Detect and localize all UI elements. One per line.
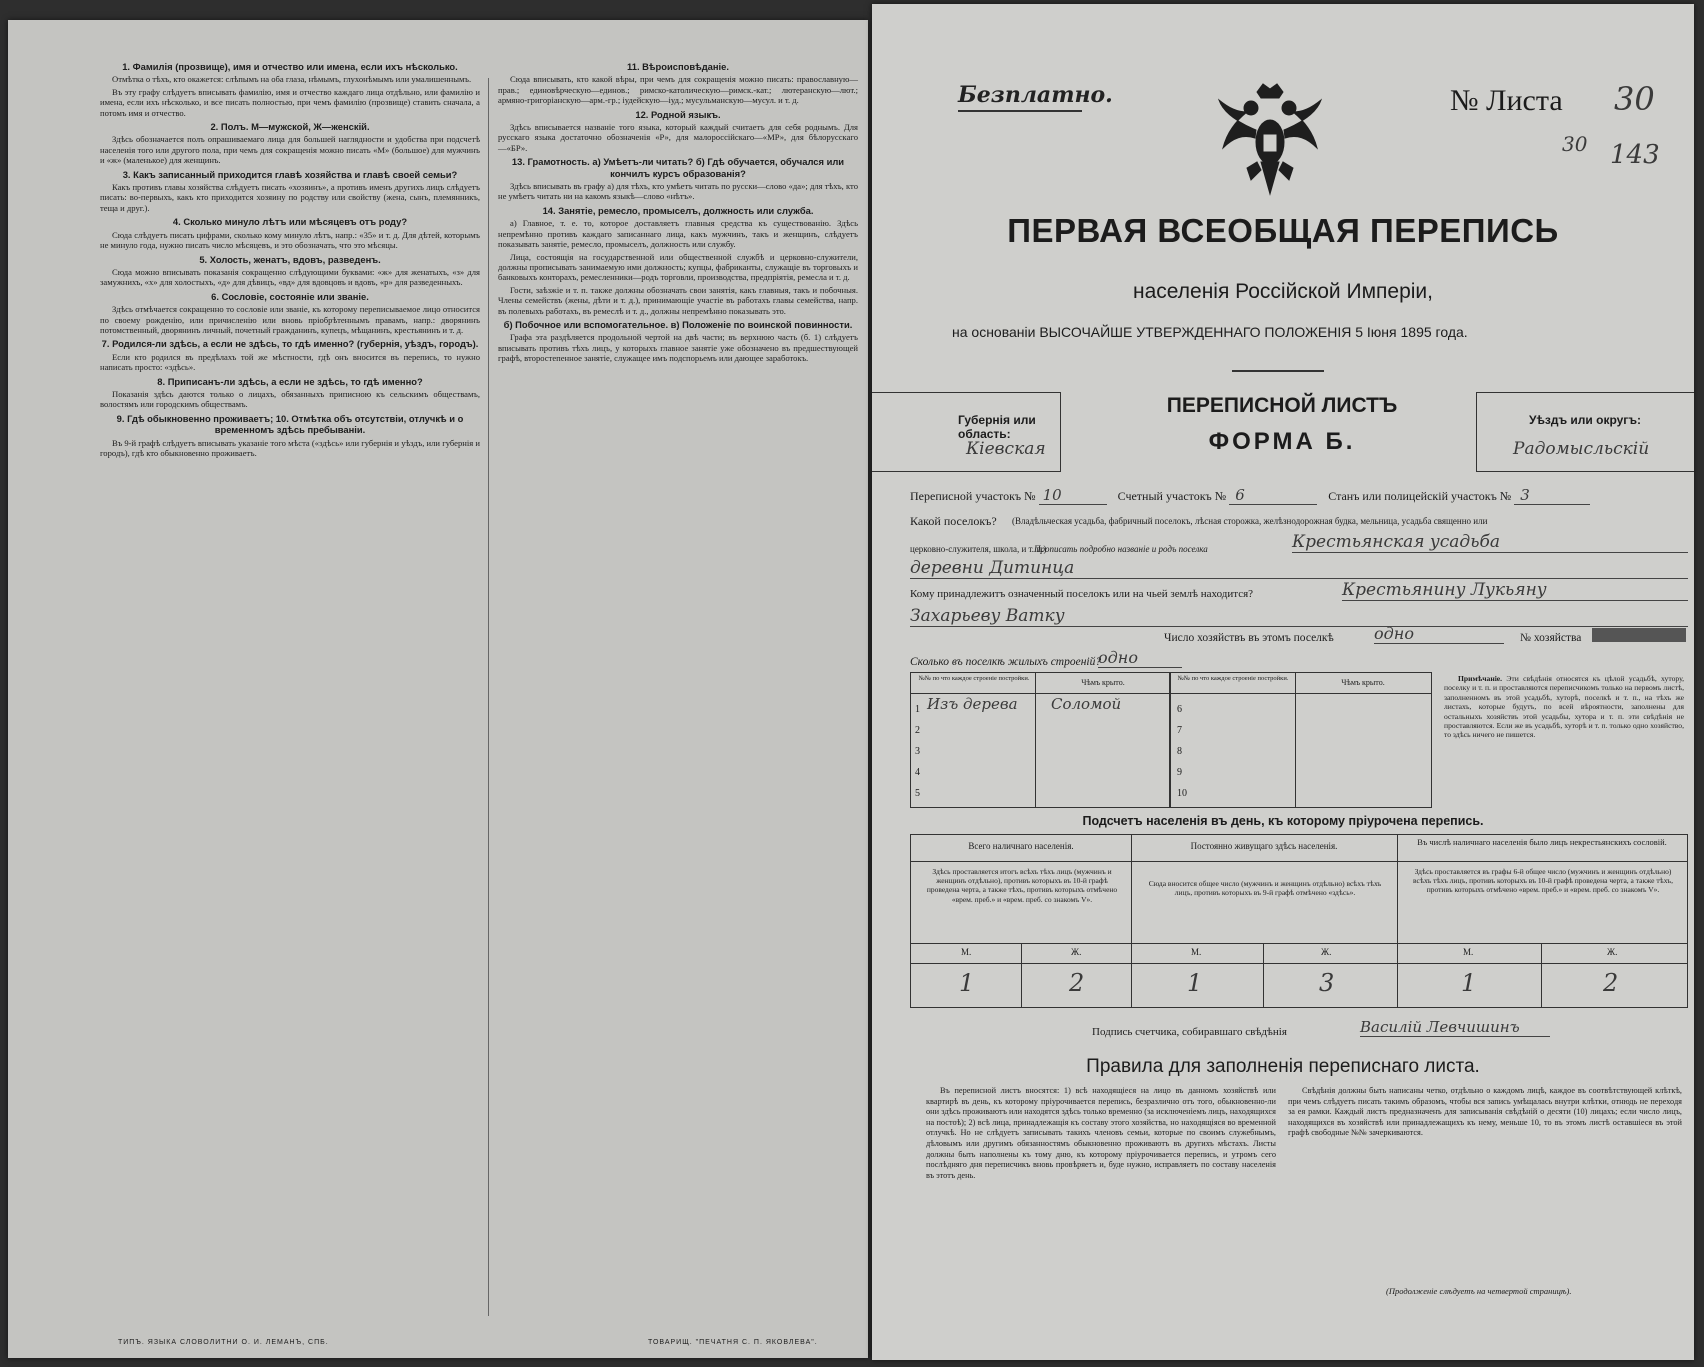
sheet-pencil-number-2: 143 [1610,140,1660,170]
section-heading: б) Побочное или вспомогательное. в) Положеніе по воинской повинности. [503,318,853,330]
bld-num: 7 [1177,725,1182,736]
section-text: Показанія здѣсь даются только о лицахъ, обязанныхъ приписною къ сельскимъ обществамъ, волостямъ или городскимъ обществамъ. [100,388,480,410]
police-district-value: 3 [1514,486,1590,505]
district-line [910,486,1690,505]
bld-row1-roof: Соломой [1051,695,1122,713]
bld-sep-1 [1035,673,1036,807]
form-type: ФОРМА Б. [1208,428,1356,455]
tally-f-3: Ж. [1607,947,1618,957]
census-district-label: Переписной участокъ № [910,489,1036,503]
settlement-value: Крестьянская усадьба [1292,532,1688,553]
tally-title: Подсчетъ населенія въ день, къ которому пріурочена перепись. [1082,814,1484,828]
settlement-label: Какой поселокъ? [910,514,997,528]
section-heading: 12. Родной языкъ. [635,108,721,120]
tally-h3: Въ числѣ наличнаго населенія было лицъ некрестьянскихъ сословій. [1417,837,1667,847]
section-heading: 6. Сословіе, состояніе или званіе. [211,290,369,302]
bld-num: 8 [1177,746,1182,757]
form-title: ПЕРЕПИСНОЙ ЛИСТЪ [1166,394,1398,417]
bld-left-numbers [915,699,920,804]
tally-d3: Здѣсь проставляется въ графы 6-й общее число (мужчинъ и женщинъ отдѣльно) всѣхъ тѣхъ лицъ, противъ которыхъ въ 10-й графѣ проведена черта, а также тѣхъ, противъ которыхъ отмѣчено «врем. преб.» и «врем. преб. со знакомъ V». [1413,867,1673,895]
tally-sub-3 [1541,943,1542,1007]
instructions-page [8,20,868,1358]
section-heading: 1. Фамилія (прозвище), имя и отчество или имена, если ихъ нѣсколько. [122,61,458,72]
uezd-label: Уѣздъ или округъ: [1529,413,1642,427]
tally-value-nonpeasant-f: 2 [1603,969,1619,997]
section-heading: 5. Холость, женатъ, вдовъ, разведенъ. [199,253,381,265]
census-subtitle: населенія Россійской Имперіи, [1133,280,1433,303]
bld-head-no-left: №№ по что каждое строеніе постройки. [918,675,1030,682]
uezd-value: Радомысльскій [1513,439,1650,459]
note-title: Примѣчаніе. [1458,674,1503,683]
counting-district-label: Счетный участокъ № [1117,489,1227,503]
rules-continued: (Продолженіе слѣдуетъ на четвертой страницѣ). [1386,1286,1572,1296]
uezd-box [1476,392,1694,472]
tally-value-nonpeasant-m: 1 [1461,969,1477,997]
gubernia-value: Кіевская [966,439,1046,459]
printer-imprint-left: ТИПЪ. ЯЗЫКА СЛОВОЛИТНИ О. И. ЛЕМАНЪ, СПБ. [118,1339,329,1346]
section-text: Гости, заѣзжіе и т. п. также должны обозначать свои занятія, какъ главныя, такъ и побочныя. Члены семействъ (жены, дѣти и т. д.), принимающіе участіе въ работахъ главы семейства, напр. въ полевыхъ работахъ, въ ремеслѣ и т. д., должны непремѣнно показывать это. [498,284,858,316]
bld-right-numbers [1177,699,1187,804]
tally-value-permanent-f: 3 [1319,969,1335,997]
rules-left: Въ переписной листъ вносятся: 1) всѣ находящіеся на лицо въ данномъ хозяйствѣ или квартирѣ въ день, къ которому пріурочивается перепись, безразлично отъ того, обыкновенно-ли они здѣсь проживаютъ или находятся здѣсь только временно (за исключеніемъ лицъ, находящихся на постоѣ); 2) всѣ лица, принадлежащія къ составу этого хозяйства, но находящіяся во временной отлучкѣ. Но не слѣдуетъ записывать такихъ членовъ семьи, которые по своимъ служебнымъ, дѣловымъ или другимъ обязанностямъ обыкновенно проживаютъ въ другихъ мѣстахъ. Листы должны быть наполнены къ тому дню, къ которому пріурочивается перепись, и утромъ сего послѣдняго дня переписчикъ вновь провѣряетъ и, буде нужно, исправляетъ по составу населенія въ этотъ день. [926,1086,1276,1180]
column-divider [488,78,489,1316]
tally-m-3: М. [1463,947,1474,957]
tally-f-2: Ж. [1321,947,1332,957]
tally-f-1: Ж. [1071,947,1082,957]
tally-value-permanent-m: 1 [1187,969,1203,997]
buildings-value: одно [1098,648,1182,668]
section-text: Сюда вписывать, кто какой вѣры, при чемъ для сокращенія можно писать: православную—прав.; единовѣрческую—единов.; римско-католическую—римск.-кат.; лютеранскую—лют.; армяно-григоріанскую—арм.-гр.; іудейскую—іуд.; мусульманскую—мусул. и т. д. [498,74,858,106]
section-text: Отмѣтка о тѣхъ, кто окажется: слѣпымъ на оба глаза, нѣмымъ, глухонѣмымъ или умалишеннымъ. [112,74,472,85]
counting-district-value: 6 [1229,486,1317,505]
owner-value-2: Захарьеву Ватку [910,606,1688,627]
settlement-hint: (Владѣльческая усадьба, фабричный поселокъ, лѣсная сторожка, желѣзнодорожная будка, мельница, усадьба священно или [1012,516,1488,526]
gubernia-label: Губернія или область: [958,413,1036,441]
household-number-box [1592,628,1686,642]
section-heading: 7. Родился-ли здѣсь, а если не здѣсь, то гдѣ именно? (губернія, уѣздъ, городъ). [101,338,479,350]
tally-value-present-f: 2 [1069,969,1085,997]
section-heading: 14. Занятіе, ремесло, промыселъ, должность или служба. [542,204,814,216]
sheet-pencil-number: 30 [1562,132,1588,156]
census-form-page [872,4,1694,1360]
owner-label: Кому принадлежитъ означенный поселокъ или на чьей землѣ находится? [910,588,1254,600]
bld-head-roof-left: Чѣмъ крыто. [1081,678,1125,687]
tally-table [910,834,1688,1008]
stamp-underline [958,110,1082,112]
bld-num: 10 [1177,788,1187,799]
tally-line-3 [911,963,1687,964]
bld-head-no-right: №№ по что каждое строеніе постройки. [1177,675,1289,682]
section-text: Лица, состоящія на государственной или общественной службѣ и церковно-служители, должны прописывать занимаемую ими должность; купцы, фабриканты, служащіе въ торговыхъ и банковыхъ конторахъ, ремесленники—родъ торговли, производства, предпріятія, ремесла и т. д. [498,251,858,283]
free-stamp: Безплатно. [958,82,1113,108]
tally-h2: Постоянно живущаго здѣсь населенія. [1190,841,1338,851]
bld-num: 2 [915,725,920,736]
census-title: ПЕРВАЯ ВСЕОБЩАЯ ПЕРЕПИСЬ [1007,212,1559,249]
section-text: Если кто родился въ предѣлахъ той же мѣстности, гдѣ онъ вносится въ перепись, то нужно написать просто: «здѣсь». [100,351,480,373]
section-text: Въ эту графу слѣдуетъ вписывать фамилію, имя и отчество каждаго лица отдѣльно, или фамилію и имена, если ихъ нѣсколько, и все писать полностью, при чемъ фамилію (прозвище) ставить сначала, а потомъ имя и отчество. [100,86,480,118]
bld-row1-material: Изъ дерева [927,695,1018,713]
tally-value-present-m: 1 [959,969,975,997]
section-heading: 3. Какъ записанный приходится главѣ хозяйства и главѣ своей семьи? [122,168,458,180]
households-label: Число хозяйствъ въ этомъ поселкѣ [1164,632,1334,644]
buildings-table [910,672,1432,808]
census-legal-basis: на основаніи ВЫСОЧАЙШЕ УТВЕРЖДЕННАГО ПОЛОЖЕНІЯ 5 Іюня 1895 года. [952,324,1468,340]
signature-value: Василій Левчишинъ [1360,1018,1550,1037]
section-heading: 9. Гдѣ обыкновенно проживаетъ; 10. Отмѣтка объ отсутствіи, отлучкѣ и о временномъ здѣсь пребываніи. [116,412,464,436]
owner-value: Крестьянину Лукьяну [1342,580,1688,601]
section-heading: 13. Грамотность. а) Умѣетъ-ли читать? б) Гдѣ обучается, обучался или кончилъ курсъ образованія? [511,156,845,179]
tally-d1: Здѣсь проставляется итогъ всѣхъ тѣхъ лицъ (мужчинъ и женщинъ отдѣльно), противъ которыхъ въ 10-й графѣ проведена черта, а также тѣхъ, противъ которыхъ отмѣчено «врем. преб.» и «врем. преб. со знакомъ V». [926,867,1118,904]
bld-num: 1 [915,704,920,715]
section-text: Здѣсь вписывается названіе того языка, который каждый считаетъ для себя роднымъ. Для русскаго языка достаточно обозначенія «Р», для малороссійскаго—«МР», для бѣлорусскаго—«БР». [498,122,858,153]
signature-label: Подпись счетчика, собиравшаго свѣдѣнія [1092,1026,1287,1038]
bld-num: 6 [1177,704,1182,715]
tally-h1: Всего наличнаго населенія. [968,841,1074,851]
settlement-hint-2: церковно-служителя, школа, и т. п.) [910,544,1047,554]
police-district-label: Станъ или полицейскій участокъ № [1328,489,1512,503]
note-text: Эти свѣдѣнія относятся къ цѣлой усадьбѣ, хутору, поселку и т. п. и проставляются переписчикомъ только на первомъ листѣ, заполненномъ въ этой усадьбѣ, хуторѣ, поселкѣ и т. п., на тѣхъ же листахъ, которые будутъ, по всей вѣроятности, заполнены для остальныхъ хозяйствъ этой усадьбы, хутора и т. п. эти свѣдѣнія не проставляются. Если же въ усадьбѣ, хуторѣ и т. п. только одно хозяйство, то здѣсь ничего не пишется. [1444,674,1685,740]
section-text: а) Главное, т. е. то, которое доставляетъ главныя средства къ существованію. Здѣсь непремѣнно противъ каждаго записаннаго лица, какъ мужчинъ, такъ и женщинъ, слѣдуетъ показывать занятіе, ремесло, промыселъ, должность или службу. [498,218,858,250]
section-text: Здѣсь вписывать въ графу а) для тѣхъ, кто умѣетъ читать по русски—слово «да»; для тѣхъ, кто не умѣетъ читать ни на какомъ языкѣ—слово «нѣтъ». [498,181,858,202]
buildings-label: Сколько въ поселкѣ жилыхъ строеній? [910,656,1102,668]
title-divider [1232,370,1324,372]
sheet-number-value: 30 [1614,80,1655,118]
tally-line-1 [911,861,1687,862]
sheet-number-label: № Листа [1450,84,1563,117]
section-heading: 2. Полъ. М—мужской, Ж—женскій. [210,121,370,133]
tally-line-2 [911,943,1687,944]
imperial-eagle-emblem [1217,82,1323,204]
gubernia-box [872,392,1061,472]
buildings-note [1444,674,1684,740]
tally-m-2: М. [1191,947,1202,957]
section-text: Сюда слѣдуетъ писать цифрами, сколько кому минуло лѣтъ, напр.: «35» и т. д. Для дѣтей, которымъ не минуло года, нужно писать число мѣсяцевъ, и это обозначать, что это мѣсяцы. [100,229,480,251]
census-district-value: 10 [1039,486,1107,505]
households-value: одно [1374,624,1504,644]
instructions-column-left [100,58,480,460]
rules-title: Правила для заполненія переписнаго листа. [1086,1056,1480,1077]
instructions-column-right [498,58,858,366]
settlement-hint-3: Прописать подробно названіе и родъ поселка [1034,544,1208,554]
section-heading: 4. Сколько минуло лѣтъ или мѣсяцевъ отъ роду? [172,216,408,228]
section-heading: 8. Приписанъ-ли здѣсь, а если не здѣсь, то гдѣ именно? [157,375,423,387]
section-text: Здѣсь обозначается полъ опрашиваемаго лица для большей наглядности и удобства при подсчетѣ населенія того или другого пола, при чемъ для сокращенія можно писать «М» (большое) для мужчинъ и «ж» (маленькое) для женщинъ. [100,134,480,166]
bld-num: 5 [915,788,920,799]
section-text: Здѣсь отмѣчается сокращенно то сословіе или званіе, къ которому переписываемое лицо относится по своему рожденію, или причисленію или вновь пріобрѣтеннымъ правамъ, напр.: дворянинъ потомственный, дворянинъ личный, почетный гражданинъ, купецъ, мѣщанинъ, крестьянинъ и т. д. [100,304,480,335]
tally-m-1: М. [961,947,972,957]
bld-head-roof-right: Чѣмъ крыто. [1341,678,1385,687]
section-text: Сюда можно вписывать показанія сокращенно слѣдующими буквами: «ж» для женатыхъ, «з» для замужнихъ, «х» для холостыхъ, «д» для дѣвицъ, «вд» для вдовцовъ и вдовъ, «р» для разведенныхъ. [100,266,480,288]
tally-sub-1 [1021,943,1022,1007]
section-text: Въ 9-й графѣ слѣдуетъ вписывать указаніе того мѣста («здѣсь» или губернія и уѣздъ, или губернія и городъ), гдѣ кто обыкновенно проживаетъ. [100,437,480,458]
bld-num: 4 [915,767,920,778]
rules-right: Свѣдѣнія должны быть написаны четко, отдѣльно о каждомъ лицѣ, каждое въ соотвѣтствующей клѣткѣ, при чемъ слѣдуетъ писать такимъ образомъ, чтобы вся запись умѣщалась внутри клѣтки, отнюдь не переходя за ея рамки. Каждый листъ предназначенъ для записыванія свѣдѣній о десяти (10) лицахъ; если число лицъ, находящихся въ хозяйствѣ или принадлежащихъ къ нему, меньше 10, то въ этомъ листѣ оставшіеся въ этой графѣ свободные №№ зачеркиваются. [1288,1086,1682,1138]
section-heading: 11. Вѣроисповѣданіе. [627,61,729,72]
bld-num: 3 [915,746,920,757]
household-number-label: № хозяйства [1520,632,1582,644]
bld-sep-2 [1295,673,1296,807]
bld-num: 9 [1177,767,1182,778]
tally-d2: Сюда вносится общее число (мужчинъ и женщинъ отдѣльно) всѣхъ тѣхъ лицъ, противъ которыхъ въ 9-й графѣ отмѣчено «здѣсь». [1148,879,1382,898]
tally-sub-2 [1263,943,1264,1007]
settlement-value-2: деревни Дитинца [910,558,1688,579]
section-text: Какъ противъ главы хозяйства слѣдуетъ писать «хозяинъ», а противъ именъ другихъ лицъ слѣдуетъ писать: во-первыхъ, какъ кто приходится хозяину по родству или свойству (жена, сынъ, племянникъ, теща и друг.). [100,182,480,213]
section-text: Графа эта раздѣляется продольной чертой на двѣ части; въ верхнюю часть (б. 1) слѣдуетъ вписывать противъ тѣхъ лицъ, у которыхъ главное занятіе уже обозначено въ предшествующей графѣ, второстепенное занятіе, служащее имъ подспорьемъ или дающее заработокъ. [498,332,858,364]
printer-imprint-right: ТОВАРИЩ. "ПЕЧАТНЯ С. П. ЯКОВЛЕВА". [648,1339,818,1346]
